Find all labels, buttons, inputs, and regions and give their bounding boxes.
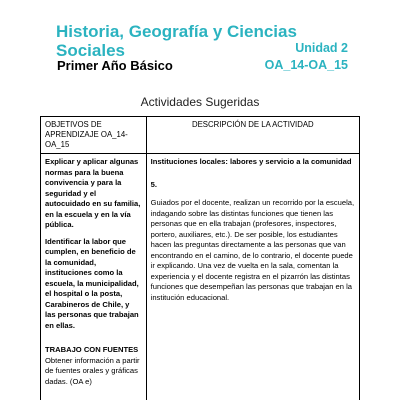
- document-title: Historia, Geografía y Ciencias Sociales: [56, 22, 297, 60]
- activity-number: 5.: [150, 179, 157, 189]
- activities-table: [40, 116, 360, 400]
- section-title: Actividades Sugeridas: [140, 95, 260, 109]
- objectives-column-header: OBJETIVOS DE APRENDIZAJE OA_14-OA_15: [41, 117, 147, 154]
- table-row: [41, 154, 360, 400]
- unit-label: Unidad 2: [295, 41, 348, 55]
- objectives-cell: [41, 154, 147, 400]
- grade-label: Primer Año Básico: [57, 58, 173, 73]
- objective-item: Identificar la labor que cumplen, en beneficio de la comunidad, instituciones como la escuela, la municipalidad, el hospital o la posta, Carabineros de Chile, y las personas que trabajan en ellas.: [45, 236, 139, 330]
- description-column-header: DESCRIPCIÓN DE LA ACTIVIDAD: [146, 117, 359, 154]
- activity-description: Guiados por el docente, realizan un recorrido por la escuela, indagando sobre las distintas funciones que tienen las personas que en ella trabajan (profesores, inspectores, portero, auxiliares, etc.). De ser posible, los estudiantes hacen las preguntas directamente a las personas que van encontrando en el camino, de lo contrario, el docente puede ir explicando. Una vez de vuelta en la sala, comentan la experiencia y el docente registra en el pizarrón las distintas funciones que desempeñan las personas que trabajan en la institución educacional.: [150, 198, 355, 302]
- oa-range-label: OA_14-OA_15: [264, 58, 348, 72]
- activity-title: Instituciones locales: labores y servicio a la comunidad: [150, 157, 352, 166]
- skill-text: Obtener información a partir de fuentes orales y gráficas dadas. (OA e): [45, 355, 140, 386]
- description-cell: [146, 154, 359, 400]
- objective-item: Explicar y aplicar algunas normas para la buena convivencia y para la seguridad y el autocuidado en su familia, en la escuela y en la vía pública.: [45, 157, 141, 229]
- table-header-row: [41, 117, 360, 154]
- skill-heading: TRABAJO CON FUENTES: [45, 345, 139, 354]
